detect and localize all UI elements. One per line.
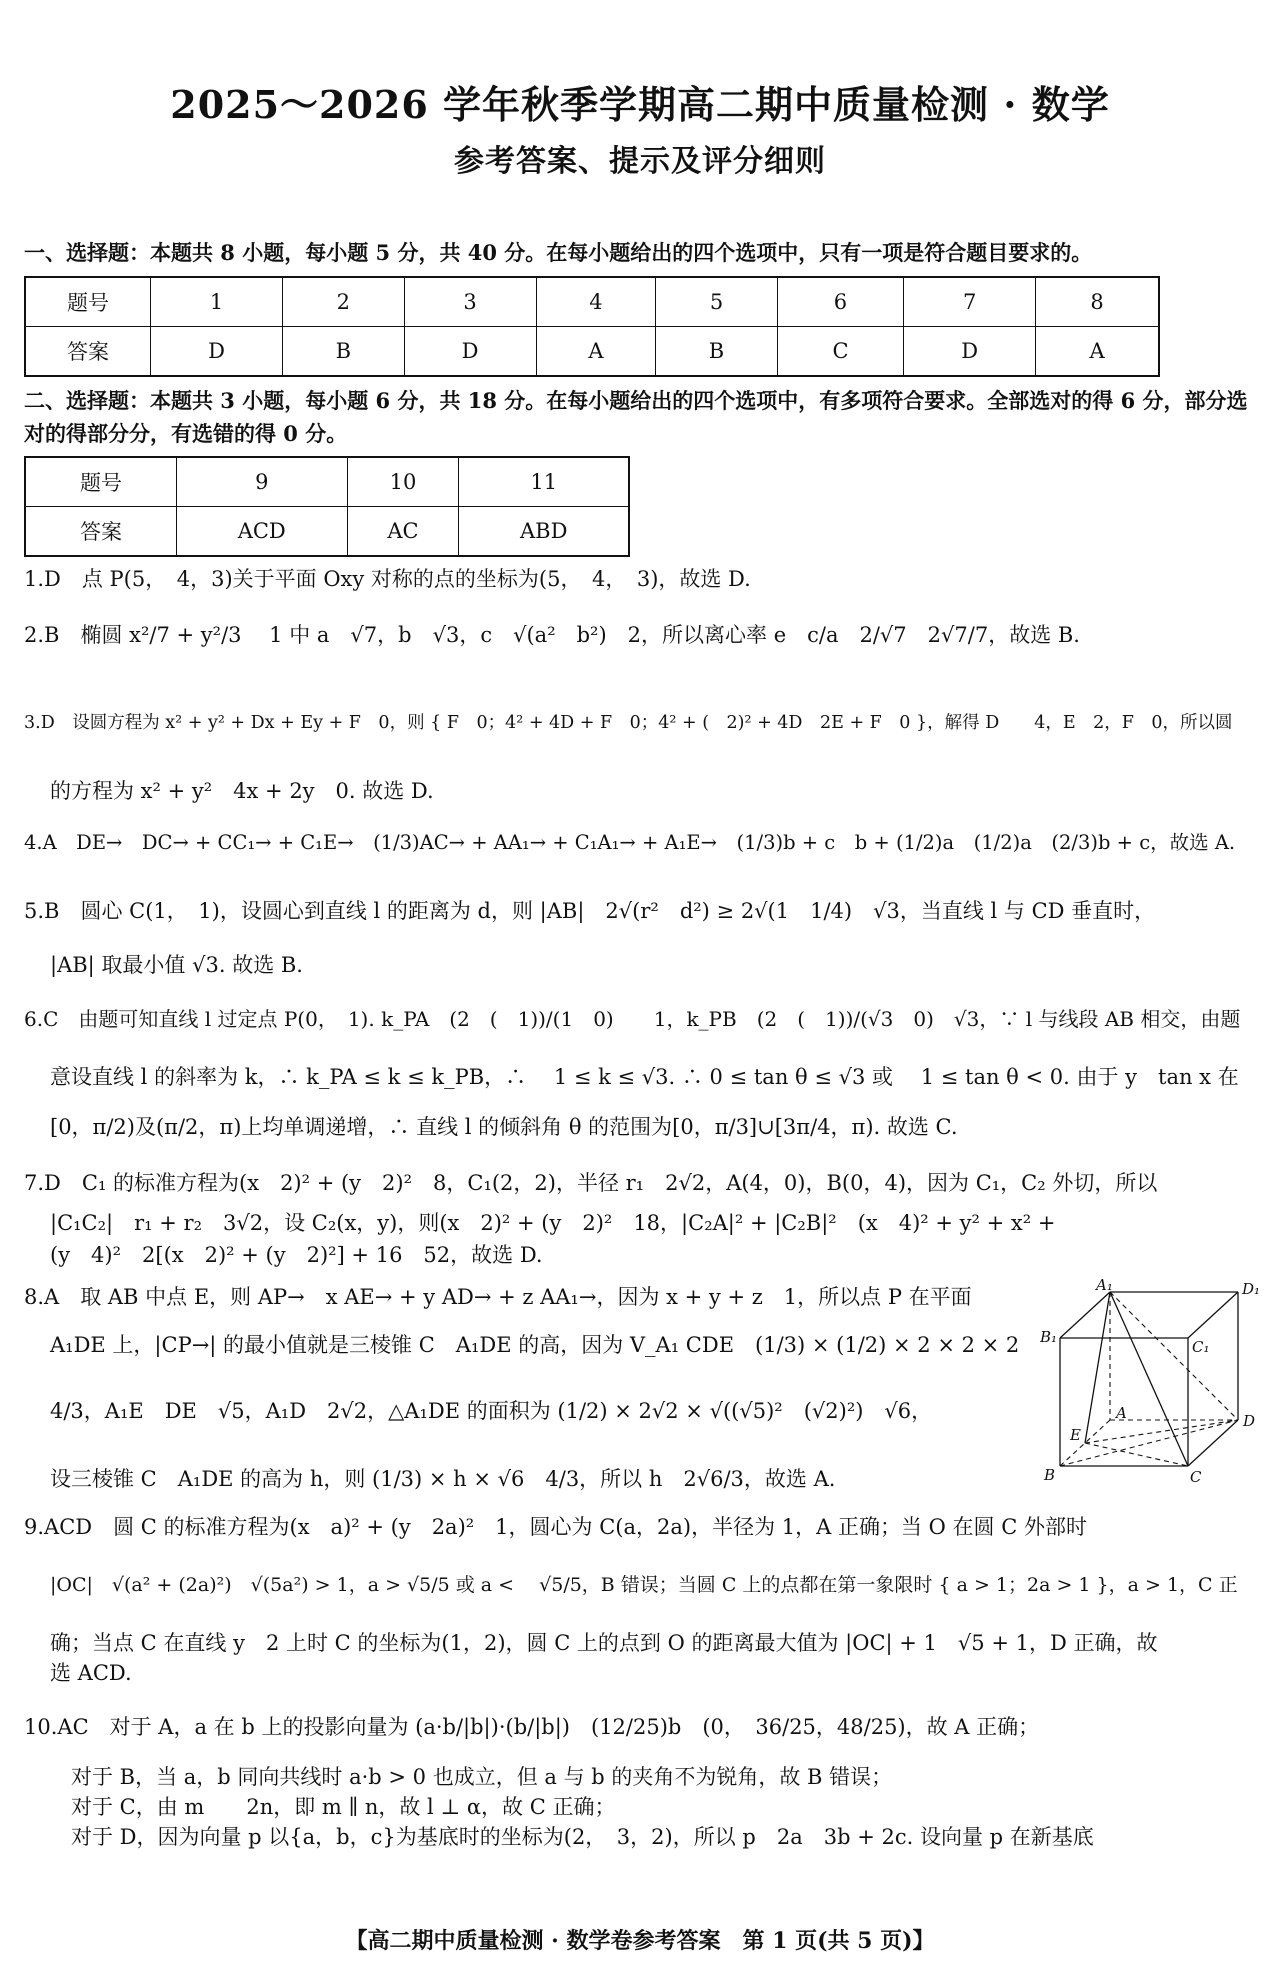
solution-line: 对于 B，当 a，b 同向共线时 a·b > 0 也成立，但 a 与 b 的夹角不为锐角，故 B 错误；	[50, 1765, 893, 1789]
vertex-label: B₁	[1040, 1328, 1058, 1346]
row-label-answer: 答案	[25, 327, 151, 377]
table-cell: AC	[347, 507, 459, 557]
vertex-label: B	[1044, 1466, 1056, 1484]
table-cell: D	[151, 327, 283, 377]
table-cell: 7	[904, 277, 1036, 327]
table-cell: B	[656, 327, 778, 377]
solution-line: 的方程为 x² + y² 4x + 2y 0. 故选 D.	[50, 779, 434, 803]
table-row	[25, 327, 1159, 377]
page-footer: 【高二期中质量检测 · 数学卷参考答案 第 1 页(共 5 页)】	[345, 1928, 935, 1954]
solution-line: 确；当点 C 在直线 y 2 上时 C 的坐标为(1，2)，圆 C 上的点到 O 的距离最大值为 |OC| + 1 √5 + 1，D 正确，故	[50, 1631, 1158, 1655]
solution-line: 9.ACD 圆 C 的标准方程为(x a)² + (y 2a)² 1，圆心为 C(a，2a)，半径为 1，A 正确；当 O 在圆 C 外部时	[24, 1515, 1087, 1539]
vertex-label: A	[1116, 1404, 1127, 1422]
solution-line: 意设直线 l 的斜率为 k，∴ k_PA ≤ k ≤ k_PB，∴ 1 ≤ k ≤ √3. ∴ 0 ≤ tan θ ≤ √3 或 1 ≤ tan θ < 0. 由于 y tan x 在	[50, 1065, 1239, 1089]
solution-line: 4.A DE→ DC→ + CC₁→ + C₁E→ (1/3)AC→ + AA₁→ + C₁A₁→ + A₁E→ (1/3)b + c b + (1/2)a (1/2)a (2/3)b + c，故选 A.	[24, 831, 1236, 854]
table-cell: 3	[404, 277, 536, 327]
vertex-label: C₁	[1192, 1338, 1210, 1356]
section1-heading: 一、选择题：本题共 8 小题，每小题 5 分，共 40 分。在每小题给出的四个选项中，只有一项是符合题目要求的。	[24, 240, 1093, 265]
solution-line: 选 ACD.	[50, 1661, 132, 1685]
table-cell: 8	[1036, 277, 1159, 327]
page-subtitle: 参考答案、提示及评分细则	[454, 144, 826, 179]
row-label-number: 题号	[25, 277, 151, 327]
table-row	[25, 457, 629, 507]
table-cell: 5	[656, 277, 778, 327]
table-cell: ABD	[459, 507, 629, 557]
table-row	[25, 277, 1159, 327]
section2-heading: 二、选择题：本题共 3 小题，每小题 6 分，共 18 分。在每小题给出的四个选项中，有多项符合要求。全部选对的得 6 分，部分选对的得部分分，有选错的得 0 分。	[24, 388, 1248, 446]
solution-line: 5.B 圆心 C(1， 1)，设圆心到直线 l 的距离为 d，则 |AB| 2√(r² d²) ≥ 2√(1 1/4) √3，当直线 l 与 CD 垂直时，	[24, 899, 1156, 923]
vertex-label: C	[1190, 1468, 1202, 1486]
solution-line: 4/3，A₁E DE √5，A₁D 2√2，△A₁DE 的面积为 (1/2) × 2√2 × √((√5)² (√2)²) √6，	[50, 1399, 933, 1423]
table-cell: C	[777, 327, 903, 377]
page-title: 2025～2026 学年秋季学期高二期中质量检测 · 数学	[170, 82, 1110, 127]
table-cell: 4	[536, 277, 656, 327]
table-cell: 6	[777, 277, 903, 327]
solution-line: [0，π/2)及(π/2，π)上均单调递增，∴ 直线 l 的倾斜角 θ 的范围为[0，π/3]∪[3π/4，π). 故选 C.	[50, 1115, 958, 1139]
vertex-label: A₁	[1096, 1278, 1113, 1294]
table-row	[25, 507, 629, 557]
cube-figure	[1040, 1278, 1266, 1486]
solution-line: 10.AC 对于 A，a 在 b 上的投影向量为 (a·b/|b|)·(b/|b|) (12/25)b (0， 36/25，48/25)，故 A 正确；	[24, 1715, 1040, 1739]
solution-line: 2.B 椭圆 x²/7 + y²/3 1 中 a √7，b √3，c √(a² b²) 2，所以离心率 e c/a 2/√7 2√7/7，故选 B.	[24, 623, 1080, 647]
table-cell: 1	[151, 277, 283, 327]
table-cell: A	[536, 327, 656, 377]
table-cell: 9	[177, 457, 348, 507]
solution-line: A₁DE 上，|CP→| 的最小值就是三棱锥 C A₁DE 的高，因为 V_A₁ CDE (1/3) × (1/2) × 2 × 2 × 2	[50, 1333, 1020, 1357]
solution-line: 对于 D，因为向量 p 以{a，b，c}为基底时的坐标为(2， 3，2)，所以 p 2a 3b + 2c. 设向量 p 在新基底	[50, 1825, 1094, 1849]
solution-line: 设三棱锥 C A₁DE 的高为 h，则 (1/3) × h × √6 4/3，所以 h 2√6/3，故选 A.	[50, 1467, 836, 1491]
vertex-label: D₁	[1242, 1280, 1261, 1298]
table-cell: 11	[459, 457, 629, 507]
row-label-number: 题号	[25, 457, 177, 507]
table-cell: 10	[347, 457, 459, 507]
section1-answer-table	[24, 276, 1160, 377]
section2-answer-table	[24, 456, 630, 557]
solution-line: 7.D C₁ 的标准方程为(x 2)² + (y 2)² 8，C₁(2，2)，半径 r₁ 2√2，A(4，0)，B(0，4)，因为 C₁，C₂ 外切，所以	[24, 1171, 1158, 1195]
solution-line: 6.C 由题可知直线 l 过定点 P(0， 1). k_PA (2 ( 1))/(1 0) 1，k_PB (2 ( 1))/(√3 0) √3，∵ l 与线段 AB 相交，由题	[24, 1007, 1241, 1031]
table-cell: D	[404, 327, 536, 377]
solution-line: |AB| 取最小值 √3. 故选 B.	[50, 953, 303, 977]
solution-line: 8.A 取 AB 中点 E，则 AP→ x AE→ + y AD→ + z AA₁→，因为 x + y + z 1，所以点 P 在平面	[24, 1285, 972, 1309]
solution-line: 1.D 点 P(5， 4，3)关于平面 Oxy 对称的点的坐标为(5， 4， 3)，故选 D.	[24, 567, 751, 591]
table-cell: ACD	[177, 507, 348, 557]
solution-line: |OC| √(a² + (2a)²) √(5a²) > 1，a > √5/5 或 a < √5/5，B 错误；当圆 C 上的点都在第一象限时 { a > 1；2a > 1 }，a > 1，C 正	[50, 1574, 1238, 1596]
table-cell: D	[904, 327, 1036, 377]
solution-line: 对于 C，由 m 2n，即 m ∥ n，故 l ⊥ α，故 C 正确；	[50, 1795, 616, 1819]
row-label-answer: 答案	[25, 507, 177, 557]
solution-line: 3.D 设圆方程为 x² + y² + Dx + Ey + F 0，则 { F 0；4² + 4D + F 0；4² + ( 2)² + 4D 2E + F 0 }，解得 D 4，E 2，F 0，所以圆	[24, 713, 1233, 733]
vertex-label: E	[1070, 1426, 1081, 1444]
table-cell: 2	[283, 277, 405, 327]
vertex-label: D	[1243, 1412, 1256, 1430]
table-cell: B	[283, 327, 405, 377]
solution-line: (y 4)² 2[(x 2)² + (y 2)²] + 16 52，故选 D.	[50, 1243, 543, 1267]
solution-line: |C₁C₂| r₁ + r₂ 3√2，设 C₂(x，y)，则(x 2)² + (y 2)² 18，|C₂A|² + |C₂B|² (x 4)² + y² + x² +	[50, 1211, 1056, 1235]
table-cell: A	[1036, 327, 1159, 377]
